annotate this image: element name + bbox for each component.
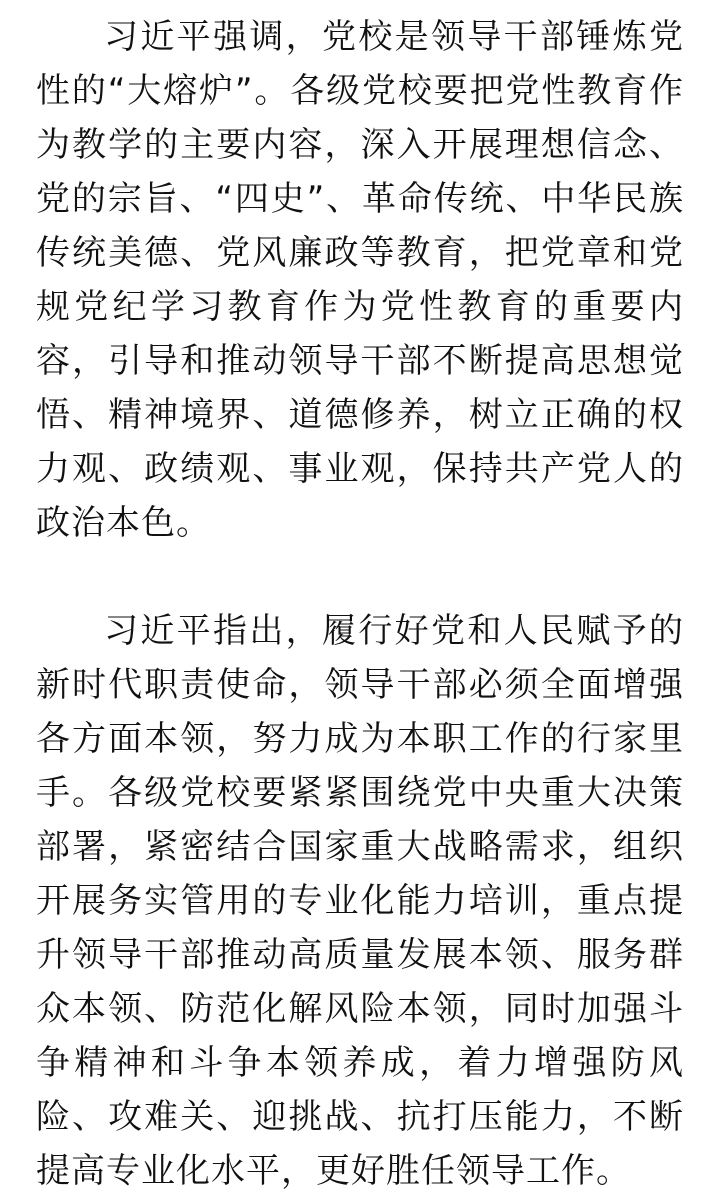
- paragraph-spacer: [36, 550, 684, 604]
- paragraph-party-spirit-education: 习近平强调，党校是领导干部锤炼党性的“大熔炉”。各级党校要把党性教育作为教学的主要内容，深入开展理想信念、党的宗旨、“四史”、革命传统、中华民族传统美德、党风廉政等教育，把党章和党规党纪学习教育作为党性教育的重要内容，引导和推动领导干部不断提高思想觉悟、精神境界、道德修养，树立正确的权力观、政绩观、事业观，保持共产党人的政治本色。: [36, 17, 684, 543]
- paragraph-professional-ability-training: 习近平指出，履行好党和人民赋予的新时代职责使命，领导干部必须全面增强各方面本领，努力成为本职工作的行家里手。各级党校要紧紧围绕党中央重大决策部署，紧密结合国家重大战略需求，组织开展务实管用的专业化能力培训，重点提升领导干部推动高质量发展本领、服务群众本领、防范化解风险本领，同时加强斗争精神和斗争本领养成，着力增强防风险、攻难关、迎挑战、抗打压能力，不断提高专业化水平，更好胜任领导工作。: [36, 611, 684, 1191]
